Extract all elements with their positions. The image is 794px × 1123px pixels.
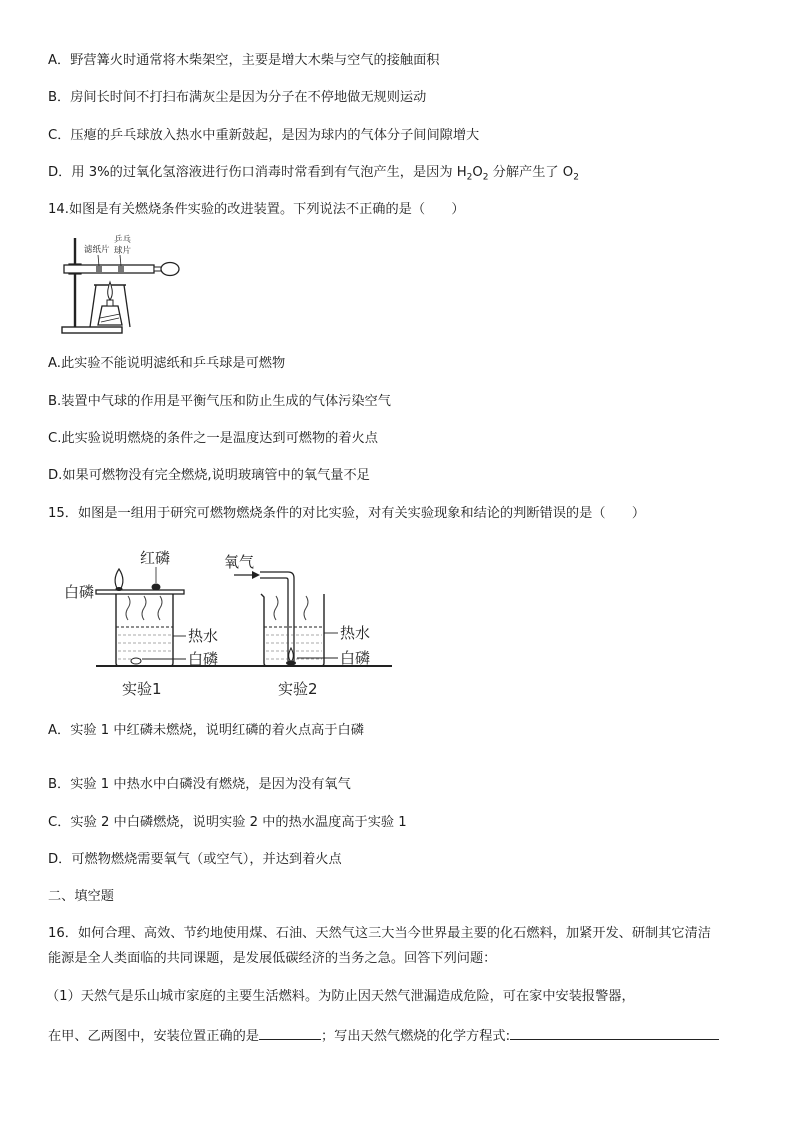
q16-part1-line-2 <box>48 1025 719 1046</box>
answer-blank-position[interactable] <box>259 1025 321 1040</box>
q15-option-d: D．可燃物燃烧需要氧气（或空气），并达到着火点 <box>48 852 342 867</box>
q15-stem: 15．如图是一组用于研究可燃物燃烧条件的对比实验，对有关实验现象和结论的判断错误的是（ ） <box>48 506 646 521</box>
q13-option-c: C．压瘪的乒乓球放入热水中重新鼓起，是因为球内的气体分子间间隙增大 <box>48 128 480 143</box>
label-filter-paper: 滤纸片 <box>84 245 110 255</box>
q16-part1-text-a: 在甲、乙两图中，安装位置正确的是 <box>48 1029 259 1044</box>
q13-option-d-text: D．用 3%的过氧化氢溶液进行伤口消毒时常看到有气泡产生，是因为 H <box>48 165 467 180</box>
flame-white-p-2 <box>289 648 294 662</box>
q15-option-b: B．实验 1 中热水中白磷没有燃烧，是因为没有氧气 <box>48 777 351 792</box>
subscript: 2 <box>482 172 489 183</box>
q13-option-b: B．房间长时间不打扫布满灰尘是因为分子在不停地做无规则运动 <box>48 90 427 105</box>
label-hot-water-2: 热水 <box>340 624 371 642</box>
pingpong-piece <box>118 266 124 272</box>
section-heading-fill-in: 二、填空题 <box>48 889 114 904</box>
q14-apparatus-figure <box>56 230 186 338</box>
q14-stem: 14.如图是有关燃烧条件实验的改进装置。下列说法不正确的是（ ） <box>48 202 465 217</box>
label-red-p: 红磷 <box>140 549 171 567</box>
red-p-sample <box>152 584 161 591</box>
q13-option-d-text: 分解产生了 O <box>488 165 574 180</box>
label-white-p-1: 白磷 <box>188 650 219 668</box>
q14-option-d: D.如果可燃物没有完全燃烧,说明玻璃管中的氧气量不足 <box>48 468 370 483</box>
q13-option-d <box>48 164 579 187</box>
q13-option-d-text: O <box>472 165 483 180</box>
label-oxygen: 氧气 <box>224 553 255 571</box>
answer-blank-equation[interactable] <box>510 1025 719 1040</box>
white-p-in-water-1 <box>131 658 141 664</box>
q16-part1-line-1: （1）天然气是乐山城市家庭的主要生活燃料。为防止因天然气泄漏造成危险，可在家中安装报警器， <box>46 989 635 1004</box>
label-pingpong-1: 乒乓 <box>114 235 132 245</box>
stand-base <box>62 327 122 333</box>
q15-option-a: A．实验 1 中红磷未燃烧，说明红磷的着火点高于白磷 <box>48 723 364 738</box>
subscript: 2 <box>573 172 579 183</box>
q14-option-c: C.此实验说明燃烧的条件之一是温度达到可燃物的着火点 <box>48 431 378 446</box>
q14-option-a: A.此实验不能说明滤纸和乒乓球是可燃物 <box>48 356 286 371</box>
label-pingpong-2: 球片 <box>114 246 132 256</box>
copper-plate <box>96 590 184 594</box>
balloon <box>161 263 179 276</box>
label-experiment-2: 实验2 <box>278 680 318 698</box>
white-p-in-water-2 <box>286 661 296 666</box>
label-white-p-top: 白磷 <box>64 583 95 601</box>
q14-option-b: B.装置中气球的作用是平衡气压和防止生成的气体污染空气 <box>48 394 391 409</box>
q13-option-a: A．野营篝火时通常将木柴架空，主要是增大木柴与空气的接触面积 <box>48 53 440 68</box>
flame-white-p <box>115 569 123 590</box>
q15-experiment-figure <box>56 545 401 705</box>
label-hot-water-1: 热水 <box>188 627 219 645</box>
label-experiment-1: 实验1 <box>122 680 162 698</box>
beaker-1 <box>116 594 173 666</box>
q16-stem-line-1: 16．如何合理、高效、节约地使用煤、石油、天然气这三大当今世界最主要的化石燃料，加紧开发、研制其它清洁 <box>48 926 711 941</box>
q15-option-c: C．实验 2 中白磷燃烧，说明实验 2 中的热水温度高于实验 1 <box>48 815 407 830</box>
oxygen-tube <box>260 572 294 661</box>
glass-tube <box>64 265 154 273</box>
q16-part1-text-b: ；写出天然气燃烧的化学方程式: <box>321 1029 511 1044</box>
label-white-p-2: 白磷 <box>340 649 371 667</box>
filter-paper-piece <box>96 266 102 272</box>
subscript: 2 <box>466 172 473 183</box>
q16-stem-line-2: 能源是全人类面临的共同课题，是发展低碳经济的当务之急。回答下列问题： <box>48 951 497 966</box>
